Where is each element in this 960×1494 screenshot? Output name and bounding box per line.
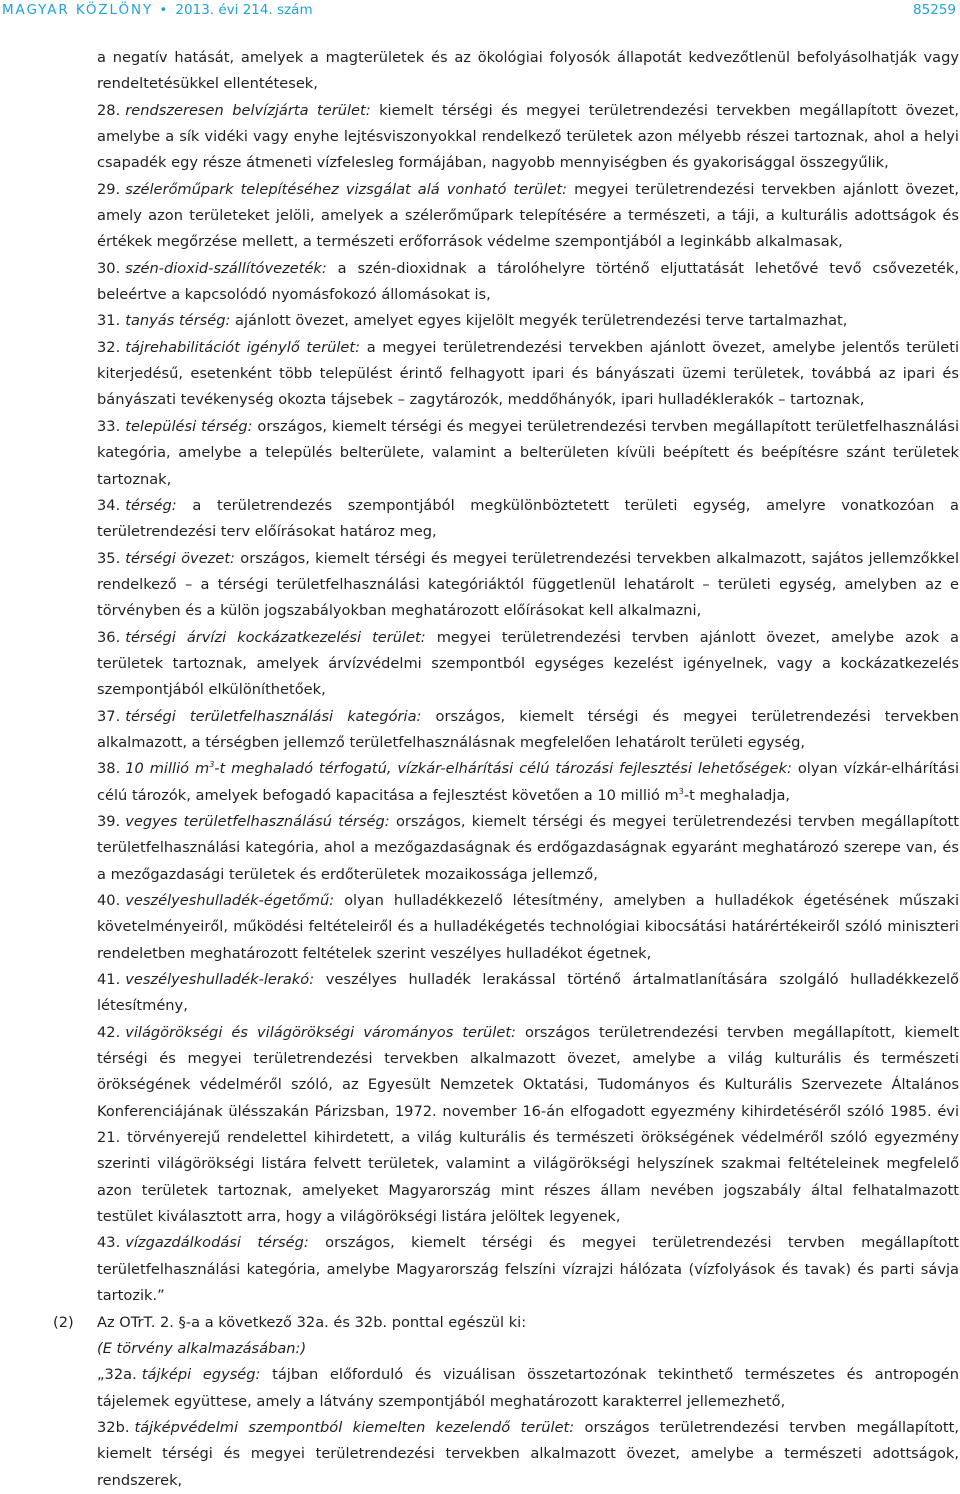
intro-paragraph: a negatív hatását, amelyek a magterületek és az ökológiai folyosók állapotát kedvezőtlenül befolyásolhatják vagy rendeltetésükkel ellentétesek, bbox=[97, 49, 959, 93]
item-term: települési térség: bbox=[125, 417, 253, 435]
definition-item bbox=[97, 546, 959, 625]
definition-item bbox=[97, 704, 959, 757]
journal-header bbox=[2, 2, 313, 18]
item-text: országos, kiemelt térségi és megyei területrendezési tervben megállapított területfelhasználási kategória, ahol a mezőgazdaságnak és erdőgazdaságnak egyaránt meghatározó szerepe van, és a mezőgazdasági területek és erdőterületek mozaikossága jellemző, bbox=[97, 812, 959, 883]
item-term: tájképi egység: bbox=[141, 1366, 261, 1384]
item-number: 35. bbox=[97, 549, 121, 567]
definition-item bbox=[97, 1415, 959, 1494]
superscript: 3 bbox=[678, 786, 684, 796]
item-number: 31. bbox=[97, 312, 121, 330]
item-text: ajánlott övezet, amelyet egyes kijelölt megyék területrendezési terve tartalmazhat, bbox=[230, 312, 848, 330]
item-text: a szén-dioxidnak a tárolóhelyre történő eljuttatását lehetővé tevő csővezeték, beleértve a kapcsolódó nyomásfokozó állomásokat is, bbox=[97, 259, 959, 304]
definition-item bbox=[97, 177, 959, 256]
definition-item bbox=[97, 809, 959, 888]
item-text: országos, kiemelt térségi és megyei területrendezési tervekben alkalmazott, sajátos jellemzőkkel rendelkező – a térségi területfelhasználási kategóriáktól függetlenül lehatárolt – területi egység, amelyben az e törvényben és a külön jogszabályokban meghatározott előírásokat kell alkalmazni, bbox=[97, 549, 960, 620]
item-term: veszélyeshulladék-égetőmű: bbox=[125, 892, 335, 909]
item-number: 33. bbox=[97, 417, 121, 435]
item-text: a területrendezés szempontjából megkülönböztetett területi egység, amelyre vonatkozóan a területrendezési terv előírásokat határoz meg, bbox=[97, 496, 959, 541]
document-body bbox=[53, 45, 960, 1494]
issue-label: 2013. évi 214. szám bbox=[175, 2, 313, 18]
item-text: országos, kiemelt térségi és megyei területrendezési tervben megállapított területfelhasználási kategória, amelybe Magyarország felszíni vízrajzi hálózata (vízfolyások és tavak) és parti sávja tartozik.” bbox=[97, 1234, 960, 1305]
item-text: országos, kiemelt térségi és megyei területrendezési tervekben alkalmazott, a térségben jellemző területfelhasználásnak megfelelően lehatárolt területi egység, bbox=[97, 707, 959, 751]
item-term: tanyás térség: bbox=[125, 312, 231, 330]
item-text: tájban előforduló és vizuálisan összetartozónak tekinthető természetes és antropogén tájelemek együttese, amely a látvány szempontjából meghatározott karakterrel jellemezhető, bbox=[97, 1366, 960, 1410]
item-number: 30. bbox=[97, 259, 121, 277]
item-term: térség: bbox=[125, 496, 177, 514]
paragraph-2 bbox=[53, 1310, 960, 1494]
item-text: megyei területrendezési tervekben ajánlott övezet, amely azon területeket jelöli, amelyek a szélerőműpark telepítésére a természeti, a táji, a kulturális adottságok és értékek megőrzése mellett, a természeti erőforrások védelme szempontjából a leginkább alkalmasak, bbox=[97, 180, 959, 251]
item-term: szén-dioxid-szállítóvezeték: bbox=[125, 259, 327, 277]
item-term: világörökségi és világörökségi várományos terület: bbox=[125, 1023, 516, 1041]
definition-item bbox=[97, 493, 959, 546]
definition-item bbox=[97, 98, 959, 177]
paragraph-2-line-1: Az OTrT. 2. §-a a következő 32a. és 32b. ponttal egészül ki: bbox=[97, 1313, 527, 1331]
item-number: 40. bbox=[97, 892, 121, 909]
item-text: megyei területrendezési tervben ajánlott övezet, amelybe azok a területek tartoznak, amelyek árvízvédelmi szempontból egységes kezelést igényelnek, vagy a kockázatkezelés szempontjából elkülöníthetőek, bbox=[97, 628, 959, 699]
definition-item bbox=[97, 308, 959, 334]
item-text: kiemelt térségi és megyei területrendezési tervekben megállapított övezet, amelybe a sík vidéki vagy enyhe lejtésviszonyokkal rendelkező területek azon mélyebb részei tartoznak, ahol a helyi csapadék egy része átmeneti vízfelesleg formájában, nagyobb mennyiségben és gyakorisággal összegyűlik, bbox=[97, 101, 959, 172]
item-number: 32. bbox=[97, 338, 121, 356]
journal-title: MAGYAR KÖZLÖNY bbox=[2, 2, 154, 18]
item-number: 34. bbox=[97, 496, 121, 514]
item-text-end: -t meghaladja, bbox=[683, 786, 791, 804]
definition-item bbox=[97, 888, 959, 967]
item-number: 39. bbox=[97, 812, 121, 830]
item-text: olyan vízkár-elhárítási célú tározók, amelyek befogadó kapacitása a fejlesztést követően a 10 millió m bbox=[97, 760, 960, 804]
item-term: térségi árvízi kockázatkezelési terület: bbox=[125, 628, 426, 646]
definition-item bbox=[97, 256, 959, 309]
item-text: országos területrendezési tervben megállapított, kiemelt térségi és megyei területrendezési tervekben alkalmazott övezet, amelybe a természeti adottságok, rendszerek, bbox=[97, 1418, 959, 1489]
definition-item-38 bbox=[97, 756, 959, 809]
definition-item bbox=[97, 1020, 959, 1231]
item-number: 32b. bbox=[97, 1418, 130, 1436]
item-number: 37. bbox=[97, 707, 121, 725]
definition-item bbox=[97, 414, 959, 493]
item-number: 29. bbox=[97, 180, 121, 198]
item-term: 10 millió $m^3-t$ meghaladó térfogatú, vízkár-elhárítási célú tározási fejlesztési lehetőségek: bbox=[125, 760, 792, 778]
definition-list-continued bbox=[97, 809, 959, 1310]
superscript: 3 bbox=[209, 760, 215, 770]
new-definitions bbox=[97, 1362, 959, 1494]
item-term: rendszeresen belvízjárta terület: bbox=[125, 101, 371, 119]
item-term: vízgazdálkodási térség: bbox=[125, 1234, 309, 1252]
item-text: a megyei területrendezési tervekben ajánlott övezet, amelybe jelentős területi kiterjedésű, esetenként több települést érintő felhagyott ipari és bányászati üzemi területek, továbbá az ipari és bányászati tevékenység okozta tájsebek – zagytározók, meddőhányók, ipari hulladéklerakók – tartoznak, bbox=[97, 338, 960, 409]
definition-item bbox=[97, 967, 959, 1020]
item-term: tájképvédelmi szempontból kiemelten kezelendő terület: bbox=[134, 1418, 575, 1436]
definition-item bbox=[97, 625, 959, 704]
definition-item bbox=[97, 1230, 959, 1309]
paragraph-2-line-2: (E törvény alkalmazásában:) bbox=[97, 1339, 307, 1357]
page-header bbox=[0, 0, 960, 22]
item-term: térségi övezet: bbox=[125, 549, 235, 567]
header-bullet: • bbox=[159, 2, 170, 18]
item-term: tájrehabilitációt igénylő terület: bbox=[125, 338, 361, 356]
item-number: 36. bbox=[97, 628, 121, 646]
item-text: veszélyes hulladék lerakással történő ártalmatlanítására szolgáló hulladékkezelő létesítmény, bbox=[97, 971, 959, 1015]
item-number: 38. bbox=[97, 760, 121, 778]
item-number: „32a. bbox=[97, 1366, 137, 1384]
page-number: 85259 bbox=[913, 2, 956, 18]
paragraph-label: (2) bbox=[53, 1313, 74, 1331]
item-text: országos, kiemelt térségi és megyei területrendezési tervben megállapított területfelhasználási kategória, amelybe a település belterülete, valamint a belterületen kívüli beépített és beépítésre szánt területek tartoznak, bbox=[97, 417, 959, 488]
item-number: 42. bbox=[97, 1023, 121, 1041]
item-text: olyan hulladékkezelő létesítmény, amelyben a hulladékok égetésének műszaki követelményeiről, működési feltételeiről és a hulladékégetés technológiai kibocsátási határértékeiről szóló miniszteri rendeletben meghatározott feltételek szerint veszélyes hulladékot égetnek, bbox=[97, 892, 959, 962]
item-term: térségi területfelhasználási kategória: bbox=[125, 707, 422, 725]
definition-item bbox=[97, 335, 959, 414]
item-term: szélerőműpark telepítéséhez vizsgálat alá vonható terület: bbox=[125, 180, 568, 198]
item-text: országos területrendezési tervben megállapított, kiemelt térségi és megyei területrendezési tervekben alkalmazott övezet, amelybe a világ kulturális és természeti örökségének védelméről szóló, az Egyesült Nemzetek Oktatási, Tudományos és Kulturális Szervezete Általános Konferenciájának ülésszakán Párizsban, 1972. november 16-án elfogadott egyezmény kihirdetéséről szóló 1985. évi 21. törvényerejű rendelettel kihirdetett, a világ kulturális és természeti örökségének védelméről szóló egyezmény szerinti világörökségi listára felvett területek, valamint a világörökségi helyszínek szakmai feltételeinek megfelelő azon területek tartoznak, amelyeket Magyarország mint részes állam nevében jogszabály által felhatalmazott testület kiválasztott arra, hogy a világörökségi listára jelöltek legyenek, bbox=[97, 1023, 959, 1226]
item-number: 43. bbox=[97, 1234, 121, 1252]
item-term: veszélyeshulladék-lerakó: bbox=[125, 971, 315, 989]
item-number: 28. bbox=[97, 101, 121, 119]
item-number: 41. bbox=[97, 971, 121, 989]
definition-item bbox=[97, 1362, 959, 1415]
item-term: vegyes területfelhasználású térség: bbox=[125, 812, 390, 830]
definition-list bbox=[97, 98, 959, 757]
